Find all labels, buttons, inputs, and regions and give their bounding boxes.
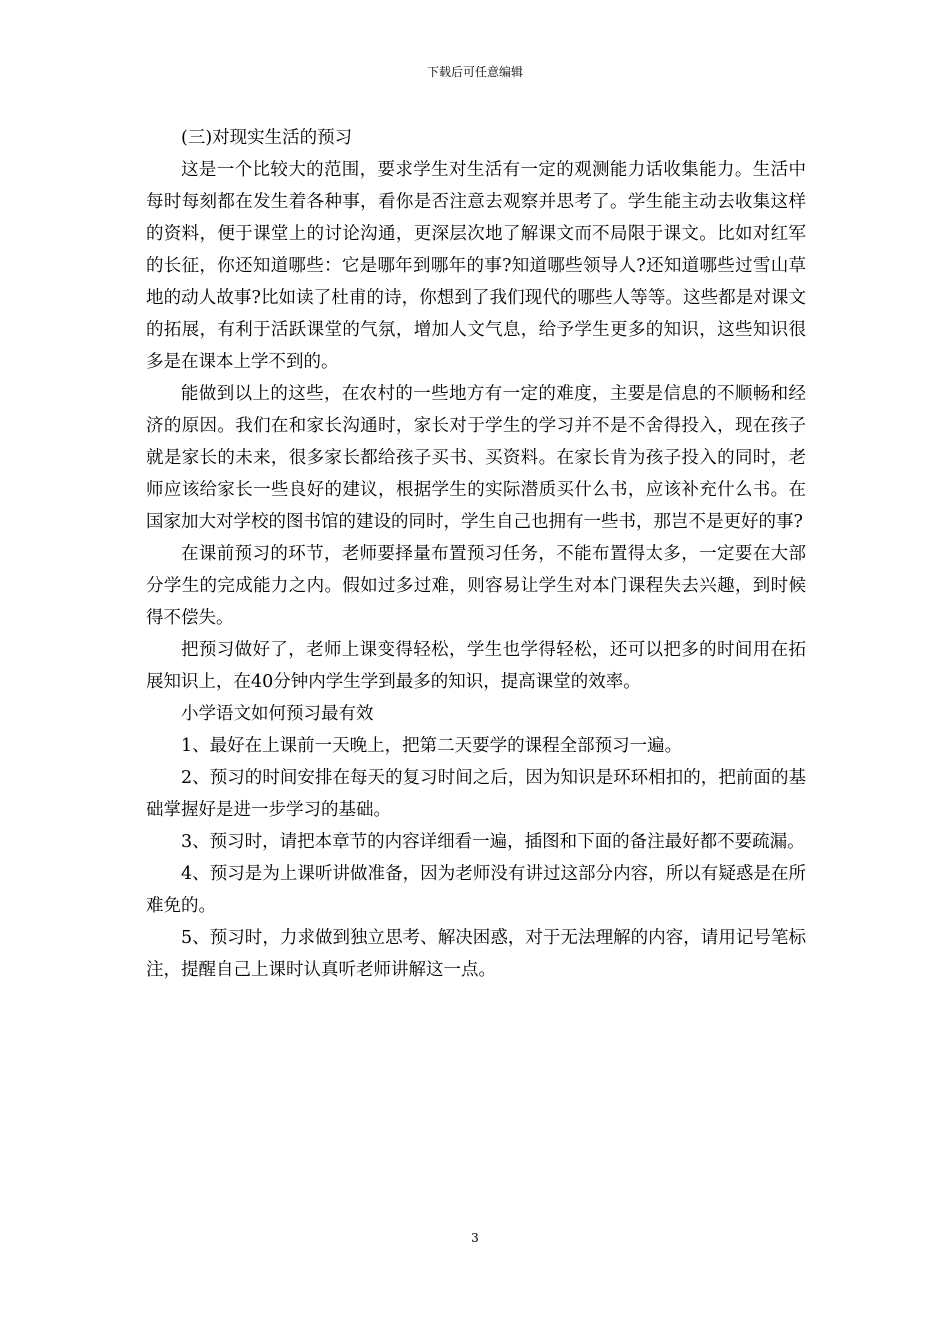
list-item-2: 2、预习的时间安排在每天的复习时间之后，因为知识是环环相扣的，把前面的基础掌握好是进一步学习的基础。	[146, 768, 806, 820]
subheading-effective-preview: 小学语文如何预习最有效	[181, 704, 374, 724]
paragraph-benefits: 把预习做好了，老师上课变得轻松，学生也学得轻松，还可以把多的时间用在拓展知识上，在40分钟内学生学到最多的知识，提高课堂的效率。	[146, 640, 806, 692]
section-heading: (三)对现实生活的预习	[181, 128, 353, 148]
page-number: 3	[471, 1231, 479, 1245]
paragraph-task-amount: 在课前预习的环节，老师要择量布置预习任务，不能布置得太多，一定要在大部分学生的完成能力之内。假如过多过难，则容易让学生对本门课程失去兴趣，到时候得不偿失。	[146, 544, 806, 628]
list-item-5: 5、预习时，力求做到独立思考、解决困惑，对于无法理解的内容，请用记号笔标注，提醒自己上课时认真听老师讲解这一点。	[146, 928, 806, 980]
document-body	[146, 122, 806, 986]
list-item-4: 4、预习是为上课听讲做准备，因为老师没有讲过这部分内容，所以有疑惑是在所难免的。	[146, 864, 806, 916]
page-header: 下载后可任意编辑	[426, 65, 523, 79]
list-item-3: 3、预习时，请把本章节的内容详细看一遍，插图和下面的备注最好都不要疏漏。	[181, 832, 805, 852]
list-item-1: 1、最好在上课前一天晚上，把第二天要学的课程全部预习一遍。	[181, 736, 683, 756]
paragraph-real-life: 这是一个比较大的范围，要求学生对生活有一定的观测能力话收集能力。生活中每时每刻都在发生着各种事，看你是否注意去观察并思考了。学生能主动去收集这样的资料，便于课堂上的讨论沟通，更深层次地了解课文而不局限于课文。比如对红军的长征，你还知道哪些：它是哪年到哪年的事?知道哪些领导人?还知道哪些过雪山草地的动人故事?比如读了杜甫的诗，你想到了我们现代的哪些人等等。这些都是对课文的拓展，有利于活跃课堂的气氛，增加人文气息，给予学生更多的知识，这些知识很多是在课本上学不到的。	[146, 160, 806, 372]
paragraph-rural-difficulty: 能做到以上的这些，在农村的一些地方有一定的难度，主要是信息的不顺畅和经济的原因。我们在和家长沟通时，家长对于学生的学习并不是不舍得投入，现在孩子就是家长的未来，很多家长都给孩子买书、买资料。在家长肯为孩子投入的同时，老师应该给家长一些良好的建议，根据学生的实际潜质买什么书，应该补充什么书。在国家加大对学校的图书馆的建设的同时，学生自己也拥有一些书，那岂不是更好的事?	[146, 384, 806, 532]
